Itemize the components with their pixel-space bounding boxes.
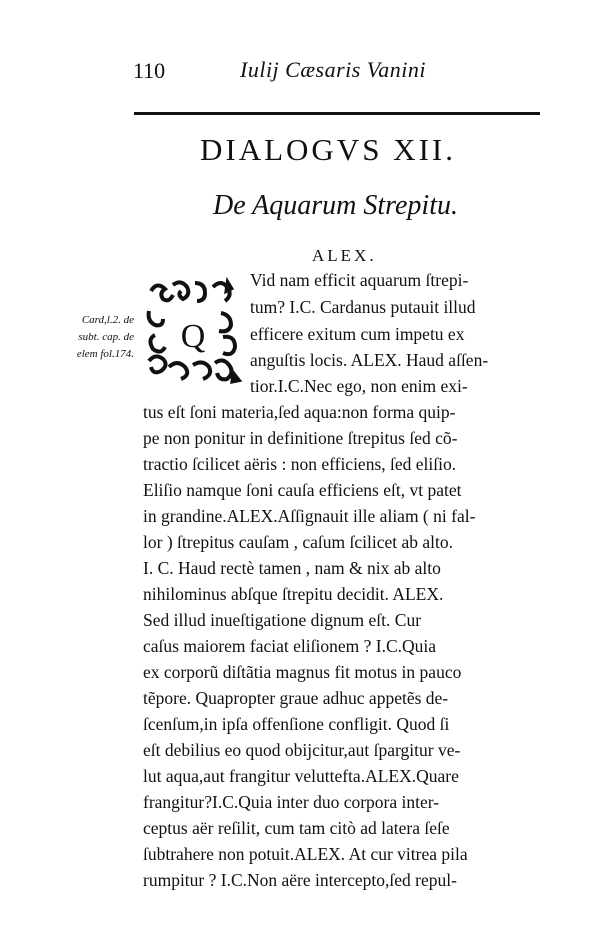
text-line: Vid nam efficit aquarum ſtrepi- [250,270,469,290]
decorated-initial [143,277,243,385]
initial-letter: Q [180,318,206,355]
margin-note [44,312,134,363]
ornament-icon [143,277,243,385]
text-line: anguſtis locis. ALEX. Haud aſſen- [250,350,489,370]
text-line: ceptus aër reſilit, cum tam citò ad latera ſeſe [143,818,450,838]
text-line: tum? I.C. Cardanus putauit illud [250,297,476,317]
text-line: tior.I.C.Nec ego, non enim exi- [250,376,468,396]
text-line: tractio ſcilicet aëris : non efficiens, ſed eliſio. [143,454,457,474]
text-line: eſt debilius eo quod obijcitur,aut ſpargitur ve- [143,740,461,760]
text-line: tus eſt ſoni materia,ſed aqua:non forma quip- [143,402,456,422]
chapter-title: DIALOGVS XII. [200,132,456,167]
text-line: ſcenſum,in ipſa offenſione confligit. Quod ſi [143,714,450,734]
text-line: caſus maiorem faciat eliſionem ? I.C.Quia [143,636,437,656]
text-line: pe non ponitur in definitione ſtrepitus ſed cõ- [143,428,458,448]
text-line: in grandine.ALEX.Aſſignauit ille aliam ( ni fal- [143,506,476,526]
text-line: frangitur?I.C.Quia inter duo corpora inter- [143,792,440,812]
running-title: Iulij Cæsaris Vanini [240,57,427,82]
margin-note-line: Card,l.2. de [81,314,134,326]
text-line: nihilominus abſque ſtrepitu decidit. ALEX. [143,584,444,604]
text-line: rumpitur ? I.C.Non aëre intercepto,ſed repul- [143,870,457,890]
text-line: lut aqua,aut frangitur veluttefta.ALEX.Quare [143,766,459,786]
text-line: tẽpore. Quapropter graue adhuc appetẽs de- [143,688,449,708]
speaker-label: ALEX. [312,246,377,265]
text-line: ex corporũ diſtãtia magnus fit motus in pauco [143,662,462,682]
text-line: lor ) ſtrepitus cauſam , caſum ſcilicet ab alto. [143,532,454,552]
text-line: efficere exitum cum impetu ex [250,324,465,344]
margin-note-line: elem fol.174. [76,348,134,360]
text-line: Eliſio namque ſoni cauſa efficiens eſt, vt patet [143,480,462,500]
header-rule [134,112,540,115]
text-line: ſubtrahere non potuit.ALEX. At cur vitrea pila [143,844,468,864]
page-number: 110 [133,58,166,83]
text-line: I. C. Haud rectè tamen , nam & nix ab alto [143,558,441,578]
chapter-subtitle: De Aquarum Strepitu. [213,190,458,221]
text-line: Sed illud inueſtigatione dignum eſt. Cur [143,610,422,630]
margin-note-line: subt. cap. de [78,331,134,343]
